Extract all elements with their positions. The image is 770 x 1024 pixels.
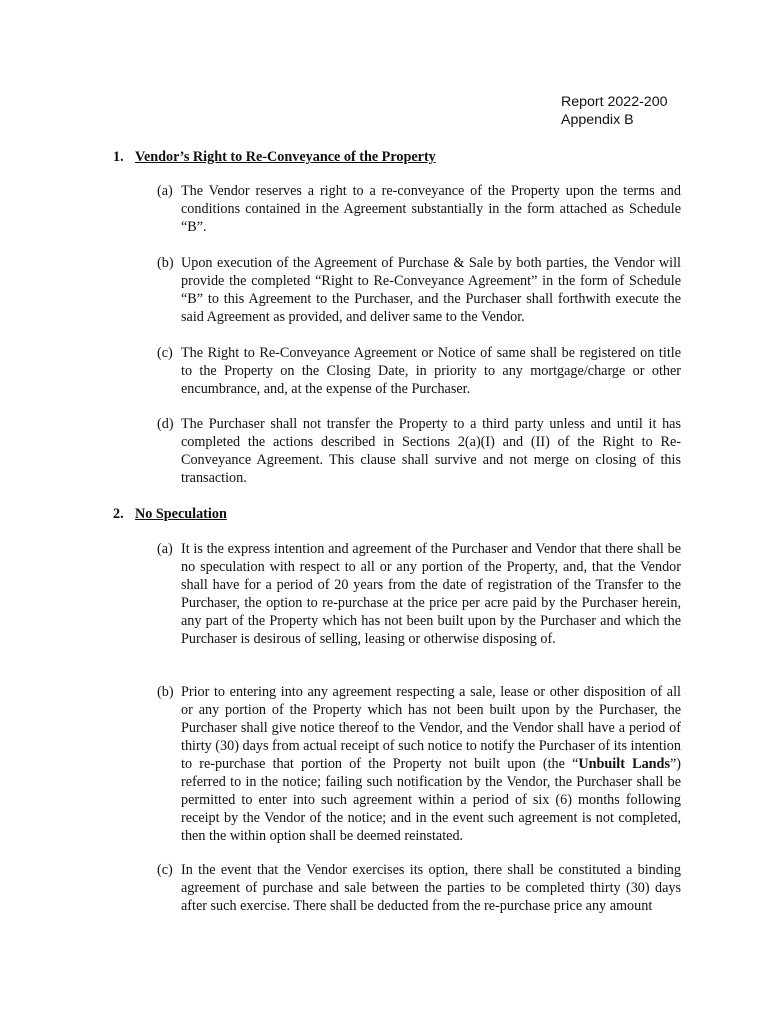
- paragraph-label: (a): [157, 541, 173, 557]
- report-number: Report 2022-200: [561, 94, 668, 110]
- paragraph-text: The Vendor reserves a right to a re-conveyance of the Property upon the terms and conditions contained in the Agreement substantially in the form attached as Schedule “B”.: [181, 183, 681, 235]
- section-2-paragraph-a: [157, 540, 681, 648]
- section-1-paragraph-b: [157, 254, 681, 326]
- paragraph-label: (c): [157, 862, 173, 878]
- paragraph-label: (b): [157, 684, 174, 700]
- appendix-label: Appendix B: [561, 112, 634, 128]
- paragraph-text: The Purchaser shall not transfer the Property to a third party unless and until it has completed the actions described in Sections 2(a)(I) and (II) of the Right to Re-Conveyance Agreement. This clause shall survive and not merge on closing of this transaction.: [181, 416, 681, 486]
- section-title: No Speculation: [135, 506, 227, 522]
- document-header: [561, 93, 667, 129]
- paragraph-label: (c): [157, 345, 173, 361]
- section-2-paragraph-b: [157, 683, 681, 845]
- paragraph-label: (a): [157, 183, 173, 199]
- section-1-paragraph-c: [157, 344, 681, 398]
- paragraph-text: The Right to Re-Conveyance Agreement or Notice of same shall be registered on title to the Property on the Closing Date, in priority to any mortgage/charge or other encumbrance, and, at the expense of the Purchaser.: [181, 345, 681, 397]
- paragraph-text: It is the express intention and agreement of the Purchaser and Vendor that there shall be no speculation with respect to all or any portion of the Property, and, that the Vendor shall have for a period of 20 years from the date of registration of the Transfer to the Purchaser, the option to re-purchase at the price per acre paid by the Purchaser herein, any part of the Property which has not been built upon by the Purchaser and which the Purchaser is desirous of selling, leasing or otherwise disposing of.: [181, 541, 681, 647]
- paragraph-label: (d): [157, 416, 174, 432]
- section-2-paragraph-c: [157, 861, 681, 915]
- section-1-heading: [113, 148, 436, 166]
- defined-term: Unbuilt Lands: [578, 756, 670, 772]
- section-title: Vendor’s Right to Re-Conveyance of the Property: [135, 149, 436, 165]
- paragraph-text: [181, 683, 681, 845]
- paragraph-text-part: Prior to entering into any agreement respecting a sale, lease or other disposition of all or any portion of the Property which has not been built upon by the Purchaser, the Purchaser shall give notice thereof to the Vendor, and the Vendor shall have a period of thirty (30) days from actual receipt of such notice to notify the Purchaser of its intention to re-purchase that portion of the Property not built upon (the “: [181, 684, 681, 772]
- paragraph-text-part: ”) referred to in the notice; failing such notification by the Vendor, the Purchaser shall be permitted to enter into such agreement within a period of six (6) months following receipt by the Vendor of the notice; and in the event such agreement is not completed, then the within option shall be deemed reinstated.: [181, 756, 681, 844]
- section-number: 2.: [113, 506, 124, 522]
- section-number: 1.: [113, 149, 124, 165]
- paragraph-text: In the event that the Vendor exercises its option, there shall be constituted a binding agreement of purchase and sale between the parties to be completed thirty (30) days after such exercise. There shall be deducted from the re-purchase price any amount: [181, 862, 681, 914]
- section-1-paragraph-a: [157, 182, 681, 236]
- paragraph-label: (b): [157, 255, 174, 271]
- section-1-paragraph-d: [157, 415, 681, 487]
- paragraph-text: Upon execution of the Agreement of Purchase & Sale by both parties, the Vendor will provide the completed “Right to Re-Conveyance Agreement” in the form of Schedule “B” to this Agreement to the Purchaser, and the Purchaser shall forthwith execute the said Agreement as provided, and deliver same to the Vendor.: [181, 255, 681, 325]
- section-2-heading: [113, 505, 227, 523]
